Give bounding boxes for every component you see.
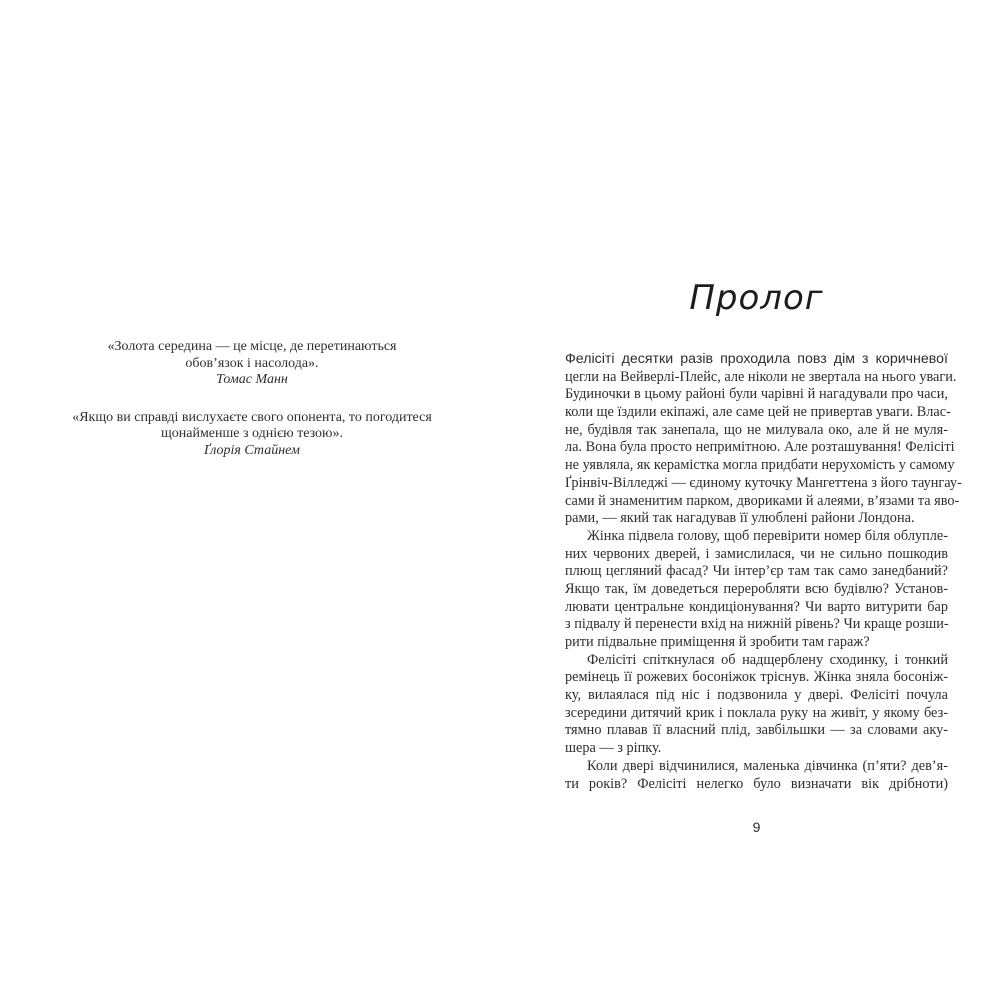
body-line: зсередини дитячий крик і поклала руку на живіт, у якому без- xyxy=(565,704,948,721)
body-line: Коли двері відчинилися, маленька дівчинка (п’яти? дев’я- xyxy=(587,757,948,774)
paragraph xyxy=(565,528,948,652)
body-line: сами й знаменитим парком, двориками й алеями, в’язами та яво- xyxy=(565,492,960,509)
body-line: рити підвальне приміщення й зробити там гараж? xyxy=(565,634,870,650)
body-line: Фелісіті спіткнулася об надщерблену сходинку, і тонкий xyxy=(587,651,948,668)
quote-block xyxy=(58,410,446,460)
body-line: ла. Вона була просто непримітною. Але розташування! Фелісіті xyxy=(565,439,955,456)
paragraph xyxy=(565,652,948,758)
body-line: не, будівля так занепала, що не милувала око, але й не муля- xyxy=(565,421,948,438)
body-line: лювати центральне кондиціонування? Чи варто витурити бар xyxy=(565,598,948,615)
body-line: Жінка підвела голову, щоб перевірити номер біля облупле- xyxy=(587,527,948,544)
body-line: коли ще їздили екіпажі, але саме цей не привертав уваги. Влас- xyxy=(565,404,951,421)
quote-line: «Якщо ви справді вислухаєте свого опонента, то погодитеся xyxy=(72,409,432,425)
chapter-body xyxy=(565,351,962,793)
quote-line: щонайменше з однією тезою». xyxy=(160,426,344,441)
body-line: Ґрінвіч-Вілледжі — єдиному куточку Мангеттена з його таунгау- xyxy=(565,474,962,491)
page-number: 9 xyxy=(752,819,761,835)
body-line: ремінець її рожевих босоніжок тріснув. Жінка зняла босоніж- xyxy=(565,669,948,686)
quote-line: обов’язок і насолода». xyxy=(185,355,319,371)
chapter-heading: Пролог xyxy=(689,278,824,318)
epigraph-section xyxy=(58,339,446,480)
body-line: з підвалу й перенести вхід на нижній рівень? Чи краще розши- xyxy=(565,616,949,633)
quote-attribution: Томас Манн xyxy=(216,372,288,387)
body-line: цегли на Вейверлі-Плейс, але ніколи не звертала на нього уваги. xyxy=(565,368,957,385)
body-line: ку, вилаялася під ніс і подзвонила у двері. Фелісіті почула xyxy=(565,687,948,704)
body-line: шера — з ріпку. xyxy=(565,740,662,757)
body-line: Будиночки в цьому районі були чарівні й нагадували про часи, xyxy=(565,386,948,403)
paragraph xyxy=(565,351,962,528)
quote-block xyxy=(58,339,446,389)
body-line: Якщо так, їм доведеться переробляти всю будівлю? Установ- xyxy=(565,580,948,597)
paragraph xyxy=(565,758,948,793)
quote-line: «Золота середина — це місце, де перетинаються xyxy=(107,339,397,354)
body-line: них червоних дверей, і замислилася, чи не сильно пошкодив xyxy=(565,545,948,562)
body-line: не уявляла, як керамістка могла придбати нерухомість у самому xyxy=(565,457,955,474)
body-line: тямно плавав її власний плід, завбільшки — за словами аку- xyxy=(565,722,948,739)
body-line: плющ цегляний фасад? Чи інтер’єр там так само занедбаний? xyxy=(565,563,948,580)
body-line: ти років? Фелісіті нелегко було визначати вік дрібноти) xyxy=(565,775,948,792)
body-line: Фелісіті десятки разів проходила повз дім з коричневої xyxy=(565,351,948,367)
body-line: рами, — який так нагадував її улюблені райони Лондона. xyxy=(565,510,915,527)
quote-attribution: Ґлорія Стайнем xyxy=(204,442,300,458)
